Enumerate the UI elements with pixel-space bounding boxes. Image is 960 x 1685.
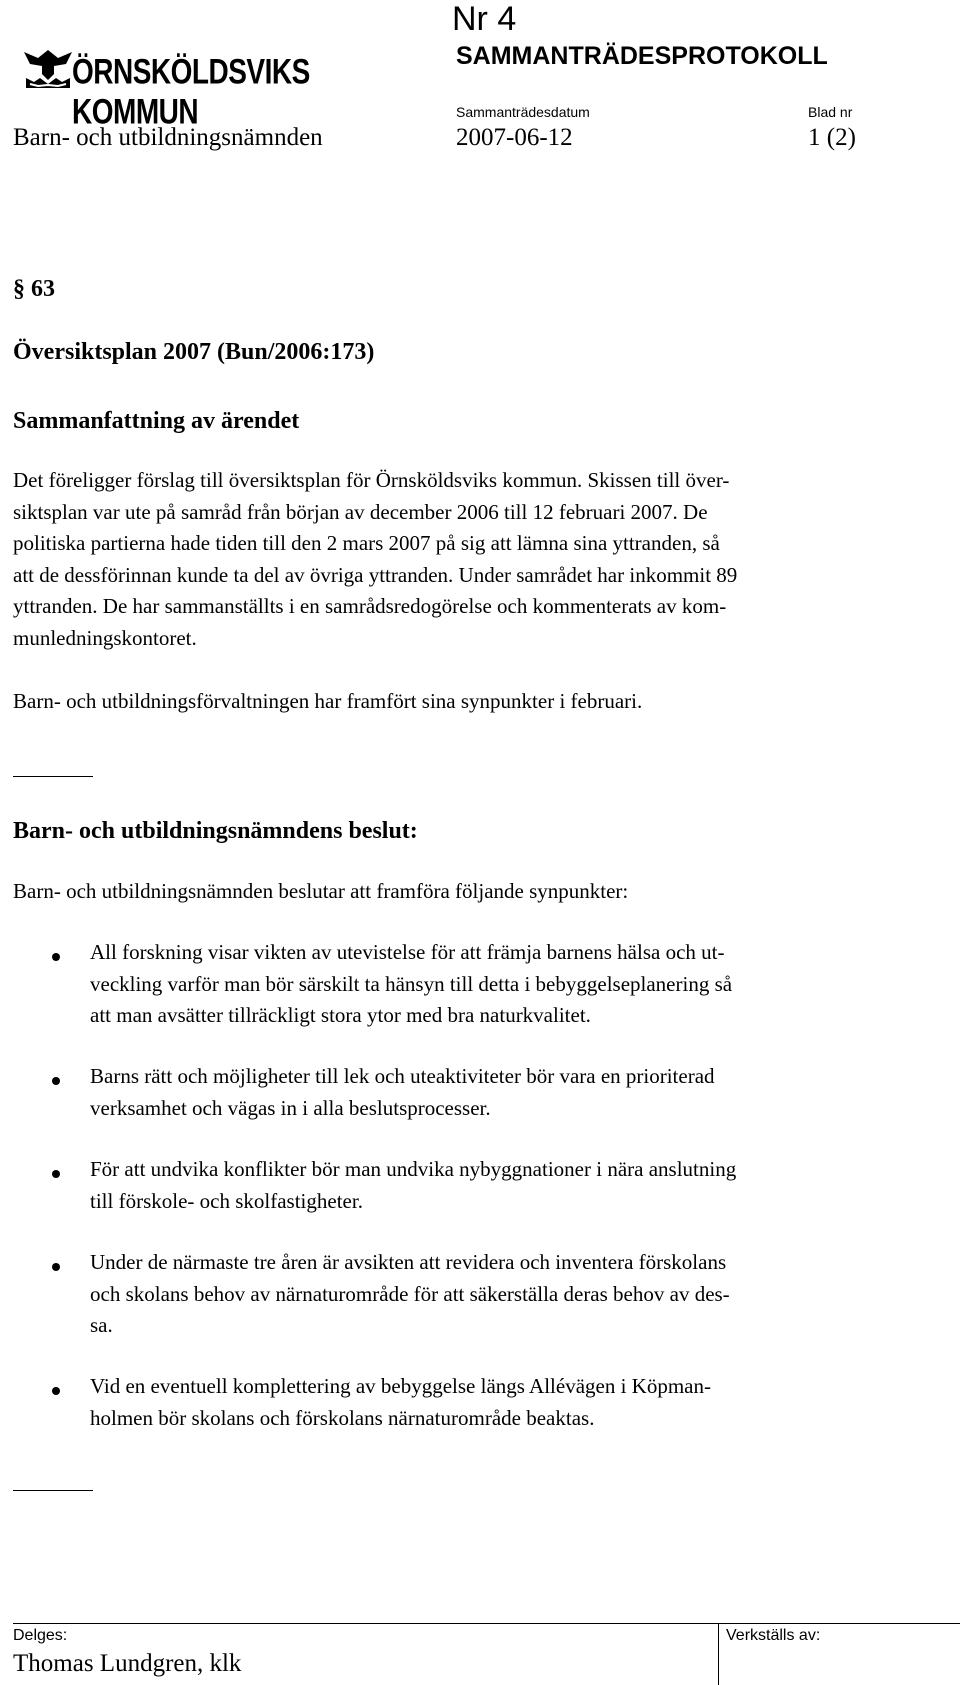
summary-line: munledningskontoret. bbox=[13, 625, 197, 650]
summary-line: politiska partierna hade tiden till den 2 mars 2007 på sig att lämna sina yttranden, så bbox=[13, 531, 720, 555]
bullet-line: För att undvika konflikter bör man undvika nybyggnationer i nära anslutning bbox=[90, 1157, 737, 1181]
bullet-icon bbox=[52, 1387, 60, 1395]
bullet-line: Vid en eventuell komplettering av bebyggelse längs Allévägen i Köpman- bbox=[90, 1374, 711, 1398]
summary-note bbox=[13, 686, 948, 718]
summary-paragraph bbox=[13, 465, 948, 654]
page-count: 1 (2) bbox=[808, 124, 856, 151]
protocol-title: SAMMANTRÄDESPROTOKOLL bbox=[456, 42, 828, 70]
bullet-icon bbox=[52, 1077, 60, 1085]
delges-value: Thomas Lundgren, klk bbox=[13, 1650, 242, 1677]
decision-intro bbox=[13, 876, 948, 908]
paragraph-number: § 63 bbox=[13, 276, 55, 302]
bullet-line: verksamhet och vägas in i alla beslutsprocesser. bbox=[90, 1095, 491, 1120]
summary-line: att de dessförinnan kunde ta del av övriga yttranden. Under samrådet har inkommit 89 bbox=[13, 562, 738, 587]
date-label: Sammanträdesdatum bbox=[456, 104, 590, 120]
bullet-line: Under de närmaste tre åren är avsikten att revidera och inventera förskolans bbox=[90, 1250, 727, 1274]
bullet-item bbox=[90, 937, 732, 1032]
bullet-line: holmen bör skolans och förskolans närnaturområde beaktas. bbox=[90, 1405, 595, 1430]
page-label: Blad nr bbox=[808, 104, 853, 120]
divider-rule bbox=[13, 1490, 93, 1491]
bullet-line: veckling varför man bör särskilt ta hänsyn till detta i bebyggelseplanering så bbox=[90, 971, 733, 996]
footer-divider bbox=[718, 1623, 719, 1685]
bullet-item bbox=[90, 1371, 711, 1434]
verkstalls-label: Verkställs av: bbox=[726, 1627, 821, 1644]
bullet-line: till förskole- och skolfastigheter. bbox=[90, 1188, 363, 1213]
divider-rule bbox=[13, 776, 93, 777]
municipality-logo bbox=[18, 44, 338, 131]
meeting-date: 2007-06-12 bbox=[456, 124, 573, 151]
summary-heading: Sammanfattning av ärendet bbox=[13, 408, 300, 434]
bullet-line: sa. bbox=[90, 1313, 113, 1337]
summary-line: Det föreligger förslag till översiktsplan för Örnsköldsviks kommun. Skissen till över- bbox=[13, 468, 730, 492]
footer-top-rule bbox=[13, 1623, 960, 1624]
summary-note-text: Barn- och utbildningsförvaltningen har framfört sina synpunkter i februari. bbox=[13, 689, 643, 713]
bullet-item bbox=[90, 1154, 736, 1217]
bullet-icon bbox=[52, 1263, 60, 1271]
bullet-line: att man avsätter tillräckligt stora ytor med bra naturkvalitet. bbox=[90, 1003, 591, 1027]
committee-name: Barn- och utbildningsnämnden bbox=[13, 124, 323, 151]
summary-line: siktsplan var ute på samråd från början av december 2006 till 12 februari 2007. De bbox=[13, 499, 708, 524]
bullet-line: och skolans behov av närnaturområde för att säkerställa deras behov av des- bbox=[90, 1281, 730, 1306]
decision-intro-text: Barn- och utbildningsnämnden beslutar att framföra följande synpunkter: bbox=[13, 879, 629, 903]
delges-label: Delges: bbox=[13, 1627, 68, 1644]
summary-line: yttranden. De har sammanställts i en samrådsredogörelse och kommenterats av kom- bbox=[13, 594, 727, 618]
bullet-icon bbox=[52, 1170, 60, 1178]
bullet-line: Barns rätt och möjligheter till lek och uteaktiviteter bör vara en prioriterad bbox=[90, 1064, 715, 1088]
logo-text: ÖRNSKÖLDSVIKS KOMMUN bbox=[72, 52, 310, 131]
bullet-item bbox=[90, 1247, 730, 1342]
bullet-line: All forskning visar vikten av utevistelse för att främja barnens hälsa och ut- bbox=[90, 940, 725, 964]
decision-heading: Barn- och utbildningsnämndens beslut: bbox=[13, 818, 418, 844]
bullet-item bbox=[90, 1061, 715, 1124]
eagle-crest-icon bbox=[18, 44, 78, 94]
page-number-label: Nr 4 bbox=[452, 0, 517, 38]
bullet-icon bbox=[52, 953, 60, 961]
case-title: Översiktsplan 2007 (Bun/2006:173) bbox=[13, 339, 375, 365]
